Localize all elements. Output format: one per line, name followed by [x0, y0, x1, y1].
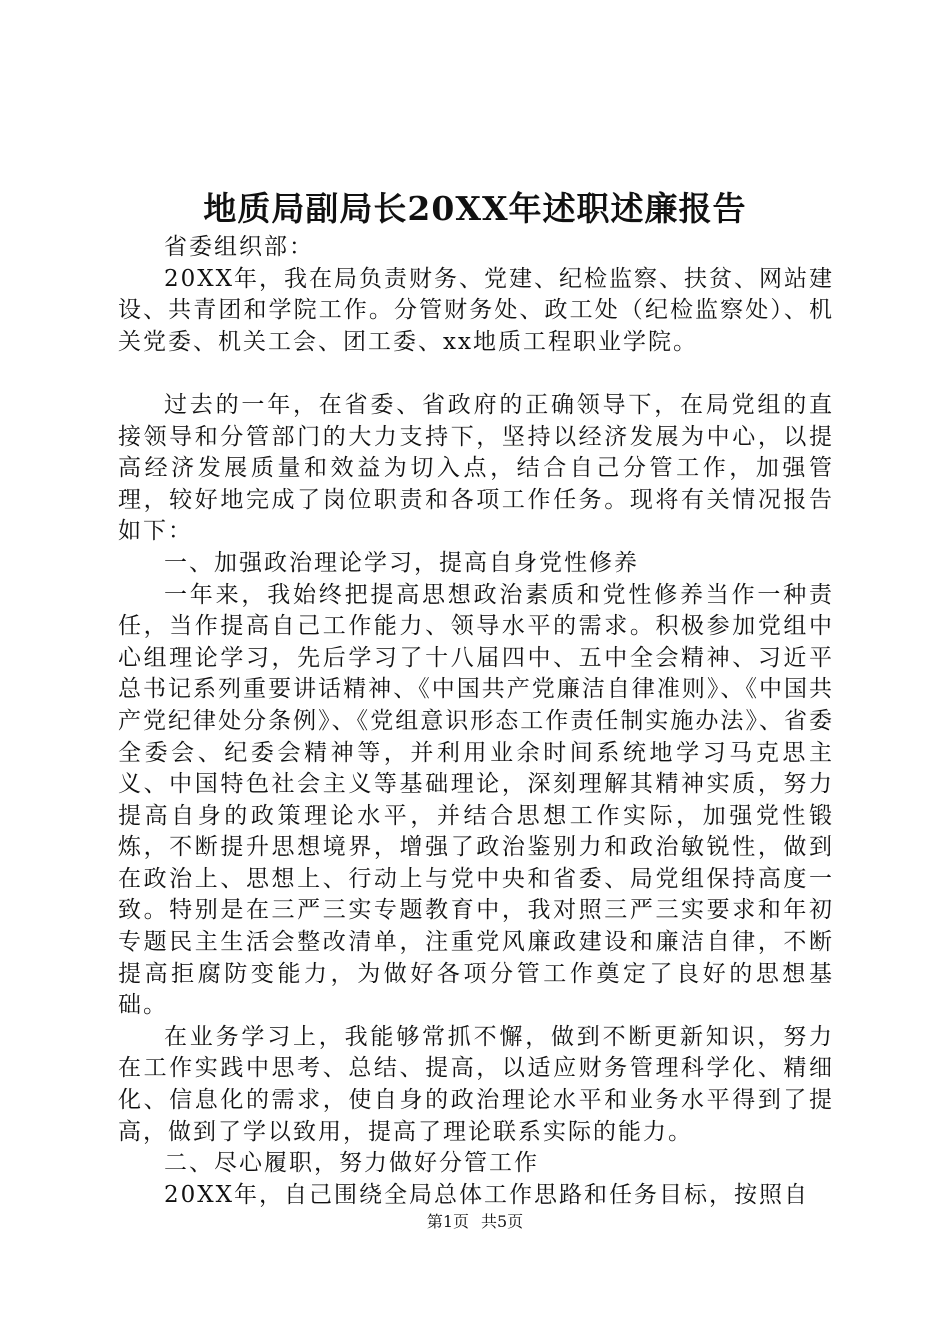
page-footer: [0, 1210, 950, 1234]
section-heading: 二、尽心履职，努力做好分管工作: [164, 1150, 539, 1177]
document-body: [118, 232, 834, 1211]
paragraph: 在业务学习上，我能够常抓不懈，做到不断更新知识，努力在工作实践中思考、总结、提高，以适应财务管理科学化、精细化、信息化的需求，使自身的政治理论水平和业务水平得到了提高，做到了学以致用，提高了理论联系实际的能力。: [118, 1023, 834, 1145]
paragraph: 过去的一年，在省委、省政府的正确领导下，在局党组的直接领导和分管部门的大力支持下，坚持以经济发展为中心，以提高经济发展质量和效益为切入点，结合自己分管工作，加强管理，较好地完成了岗位职责和各项工作任务。现将有关情况报告如下：: [118, 391, 834, 545]
paragraph: 一年来，我始终把提高思想政治素质和党性修养当作一种责任，当作提高自己工作能力、领导水平的需求。积极参加党组中心组理论学习，先后学习了十八届四中、五中全会精神、习近平总书记系列重要讲话精神、《中国共产党廉洁自律准则》、《中国共产党纪律处分条例》、《党组意识形态工作责任制实施办法》、省委全委会、纪委会精神等，并利用业余时间系统地学习马克思主义、中国特色社会主义等基础理论，深刻理解其精神实质，努力提高自身的政策理论水平，并结合思想工作实际，加强党性锻炼，不断提升思想境界，增强了政治鉴别力和政治敏锐性，做到在政治上、思想上、行动上与党中央和省委、局党组保持高度一致。特别是在三严三实专题教育中，我对照三严三实要求和年初专题民主生活会整改清单，注重党风廉政建设和廉洁自律，不断提高拒腐防变能力，为做好各项分管工作奠定了良好的思想基础。: [118, 581, 834, 1019]
paragraph: 20XX年，我在局负责财务、党建、纪检监察、扶贫、网站建设、共青团和学院工作。分管财务处、政工处（纪检监察处）、机关党委、机关工会、团工委、xx地质工程职业学院。: [118, 265, 835, 355]
salutation: 省委组织部：: [164, 234, 314, 260]
document-title: 地质局副局长20XX年述职述廉报告: [203, 189, 747, 228]
page-total: 共5页: [481, 1212, 524, 1231]
paragraph: 20XX年，自己围绕全局总体工作思路和任务目标，按照自: [164, 1181, 810, 1208]
section-heading: 一、加强政治理论学习，提高自身党性修养: [164, 549, 639, 576]
page-number: 第1页: [426, 1212, 469, 1231]
